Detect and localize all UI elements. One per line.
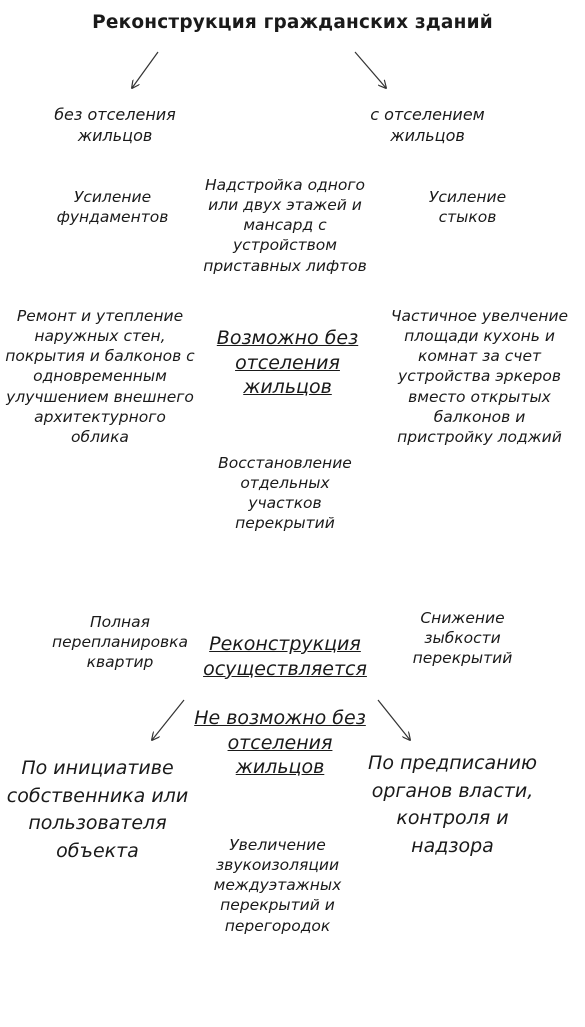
item-walls: Ремонт и утепление наружных стен, покрытия и балконов с одновременным улучшением внешнего архитектурного облика xyxy=(5,307,195,446)
label-possible-without-relocation: Возможно без отселения жильцов xyxy=(216,327,359,399)
item-superstructure: Надстройка одного или двух этажей и мансард с устройством приставных лифтов xyxy=(203,176,367,275)
arrow-right-top xyxy=(355,52,386,88)
arrow-right-bottom xyxy=(378,700,410,740)
item-soundproofing: Увеличение звукоизоляции междуэтажных перекрытий и перегородок xyxy=(213,836,342,935)
item-foundation: Усиление фундаментов xyxy=(56,188,169,227)
branch-without-relocation: без отселения жильцов xyxy=(54,105,176,145)
item-vibration: Снижение зыбкости перекрытий xyxy=(412,609,513,668)
item-replanning: Полная перепланировка квартир xyxy=(51,613,189,672)
label-not-possible-without-relocation: Не возможно без отселения жильцов xyxy=(194,707,366,779)
item-floors-restore: Восстановление отдельных участков перекрытий xyxy=(218,454,352,533)
item-joints: Усиление стыков xyxy=(428,188,507,227)
diagram-title: Реконструкция гражданских зданий xyxy=(92,12,493,33)
item-owner-initiative: По инициативе собственника или пользователя объекта xyxy=(6,757,189,862)
item-authority-order: По предписанию органов власти, контроля и надзора xyxy=(368,752,537,857)
item-kitchens: Частичное увелчение площади кухонь и комнат за счет устройства эркеров вместо открытых балконов и пристройку лоджий xyxy=(390,307,569,446)
branch-with-relocation: с отселением жильцов xyxy=(370,105,485,145)
arrow-left-top xyxy=(132,52,158,88)
label-reconstruction: Реконструкция осуществляется xyxy=(203,633,367,680)
